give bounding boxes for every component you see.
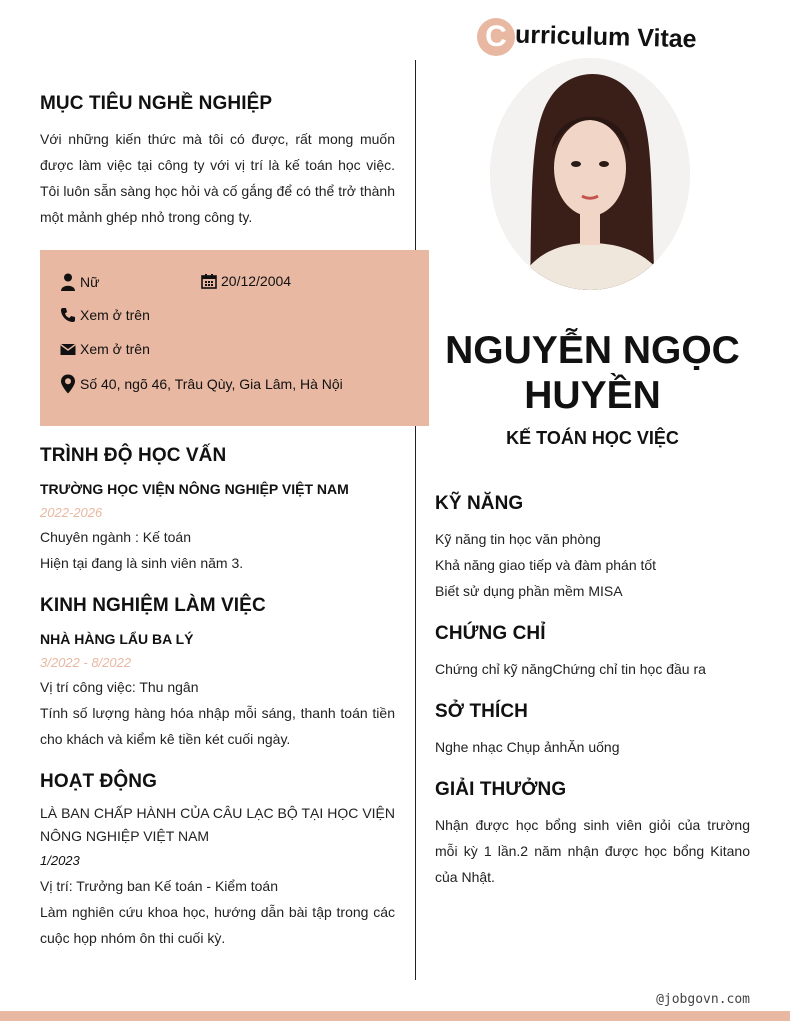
full-name: NGUYỄN NGỌC HUYỀN <box>445 329 740 417</box>
phone-value: Xem ở trên <box>80 307 150 323</box>
skill-item: Kỹ năng tin học văn phòng <box>435 531 601 547</box>
footer-watermark: @jobgovn.com <box>656 992 750 1007</box>
cv-logo-circle <box>477 18 515 56</box>
gender-value: Nữ <box>80 274 100 290</box>
awards-heading: GIẢI THƯỞNG <box>435 779 567 800</box>
hobbies-text: Nghe nhạc Chụp ảnhĂn uống <box>435 739 620 755</box>
activities-description: Làm nghiên cứu khoa học, hướng dẫn bài tập trong các cuộc họp nhóm ôn thi cuối kỳ. <box>40 904 395 946</box>
education-note: Hiện tại đang là sinh viên năm 3. <box>40 555 244 571</box>
column-divider <box>415 60 416 980</box>
education-heading: TRÌNH ĐỘ HỌC VẤN <box>40 445 227 466</box>
cv-title-text: urriculum Vitae <box>514 20 697 53</box>
certificates-text: Chứng chỉ kỹ năngChứng chỉ tin học đầu ra <box>435 661 706 677</box>
gender-row <box>60 273 99 291</box>
experience-company: NHÀ HÀNG LẨU BA LÝ <box>40 631 194 647</box>
person-icon <box>60 273 76 291</box>
cv-title <box>477 18 697 56</box>
cv-logo-letter: C <box>485 20 507 53</box>
envelope-icon <box>60 342 76 356</box>
hobbies-heading: SỞ THÍCH <box>435 701 529 722</box>
experience-heading: KINH NGHIỆM LÀM VIỆC <box>40 595 266 616</box>
calendar-icon <box>201 273 217 289</box>
objective-heading: MỤC TIÊU NGHỀ NGHIỆP <box>40 93 273 114</box>
birthday-row <box>201 273 291 289</box>
address-value: Số 40, ngõ 46, Trâu Qùy, Gia Lâm, Hà Nội <box>80 376 343 392</box>
skills-heading: KỸ NĂNG <box>435 493 524 514</box>
location-pin-icon <box>60 374 76 394</box>
activities-org: LÀ BAN CHẤP HÀNH CỦA CÂU LẠC BỘ TẠI HỌC VIỆN NÔNG NGHIỆP VIỆT NAM <box>40 805 395 844</box>
skill-item: Biết sử dụng phần mềm MISA <box>435 583 623 599</box>
portrait-image <box>490 58 690 290</box>
experience-description: Tính số lượng hàng hóa nhập mỗi sáng, thanh toán tiền cho khách và kiểm kê tiền két cuối ngày. <box>40 705 395 747</box>
phone-row <box>60 307 150 323</box>
birthday-value: 20/12/2004 <box>221 273 292 289</box>
education-major: Chuyên ngành : Kế toán <box>40 529 192 545</box>
address-row <box>60 374 343 394</box>
activities-position: Vị trí: Trưởng ban Kế toán - Kiểm toán <box>40 878 278 894</box>
job-title: KẾ TOÁN HỌC VIỆC <box>506 428 679 448</box>
experience-position: Vị trí công việc: Thu ngân <box>40 679 199 695</box>
skill-item: Khả năng giao tiếp và đàm phán tốt <box>435 557 657 573</box>
activities-heading: HOẠT ĐỘNG <box>40 771 158 792</box>
profile-photo <box>490 58 690 290</box>
email-value: Xem ở trên <box>80 341 150 357</box>
education-period: 2022-2026 <box>40 505 103 520</box>
objective-text: Với những kiến thức mà tôi có được, rất mong muốn được làm việc tại công ty với vị trí là kế toán học việc. Tôi luôn sẵn sàng học hỏi và cố gắng để có thể trở thành một mảnh ghép nhỏ trong công ty. <box>40 131 395 225</box>
activities-period: 1/2023 <box>40 853 80 868</box>
phone-icon <box>60 307 76 323</box>
experience-period: 3/2022 - 8/2022 <box>40 655 132 670</box>
awards-text: Nhận được học bổng sinh viên giỏi của trường mỗi kỳ 1 lần.2 năm nhận được học bổng Kitano của Nhật. <box>435 817 750 885</box>
certificates-heading: CHỨNG CHỈ <box>435 623 546 644</box>
education-school: TRƯỜNG HỌC VIỆN NÔNG NGHIỆP VIỆT NAM <box>40 481 349 497</box>
bottom-accent-bar <box>0 1011 790 1021</box>
email-row <box>60 341 150 357</box>
